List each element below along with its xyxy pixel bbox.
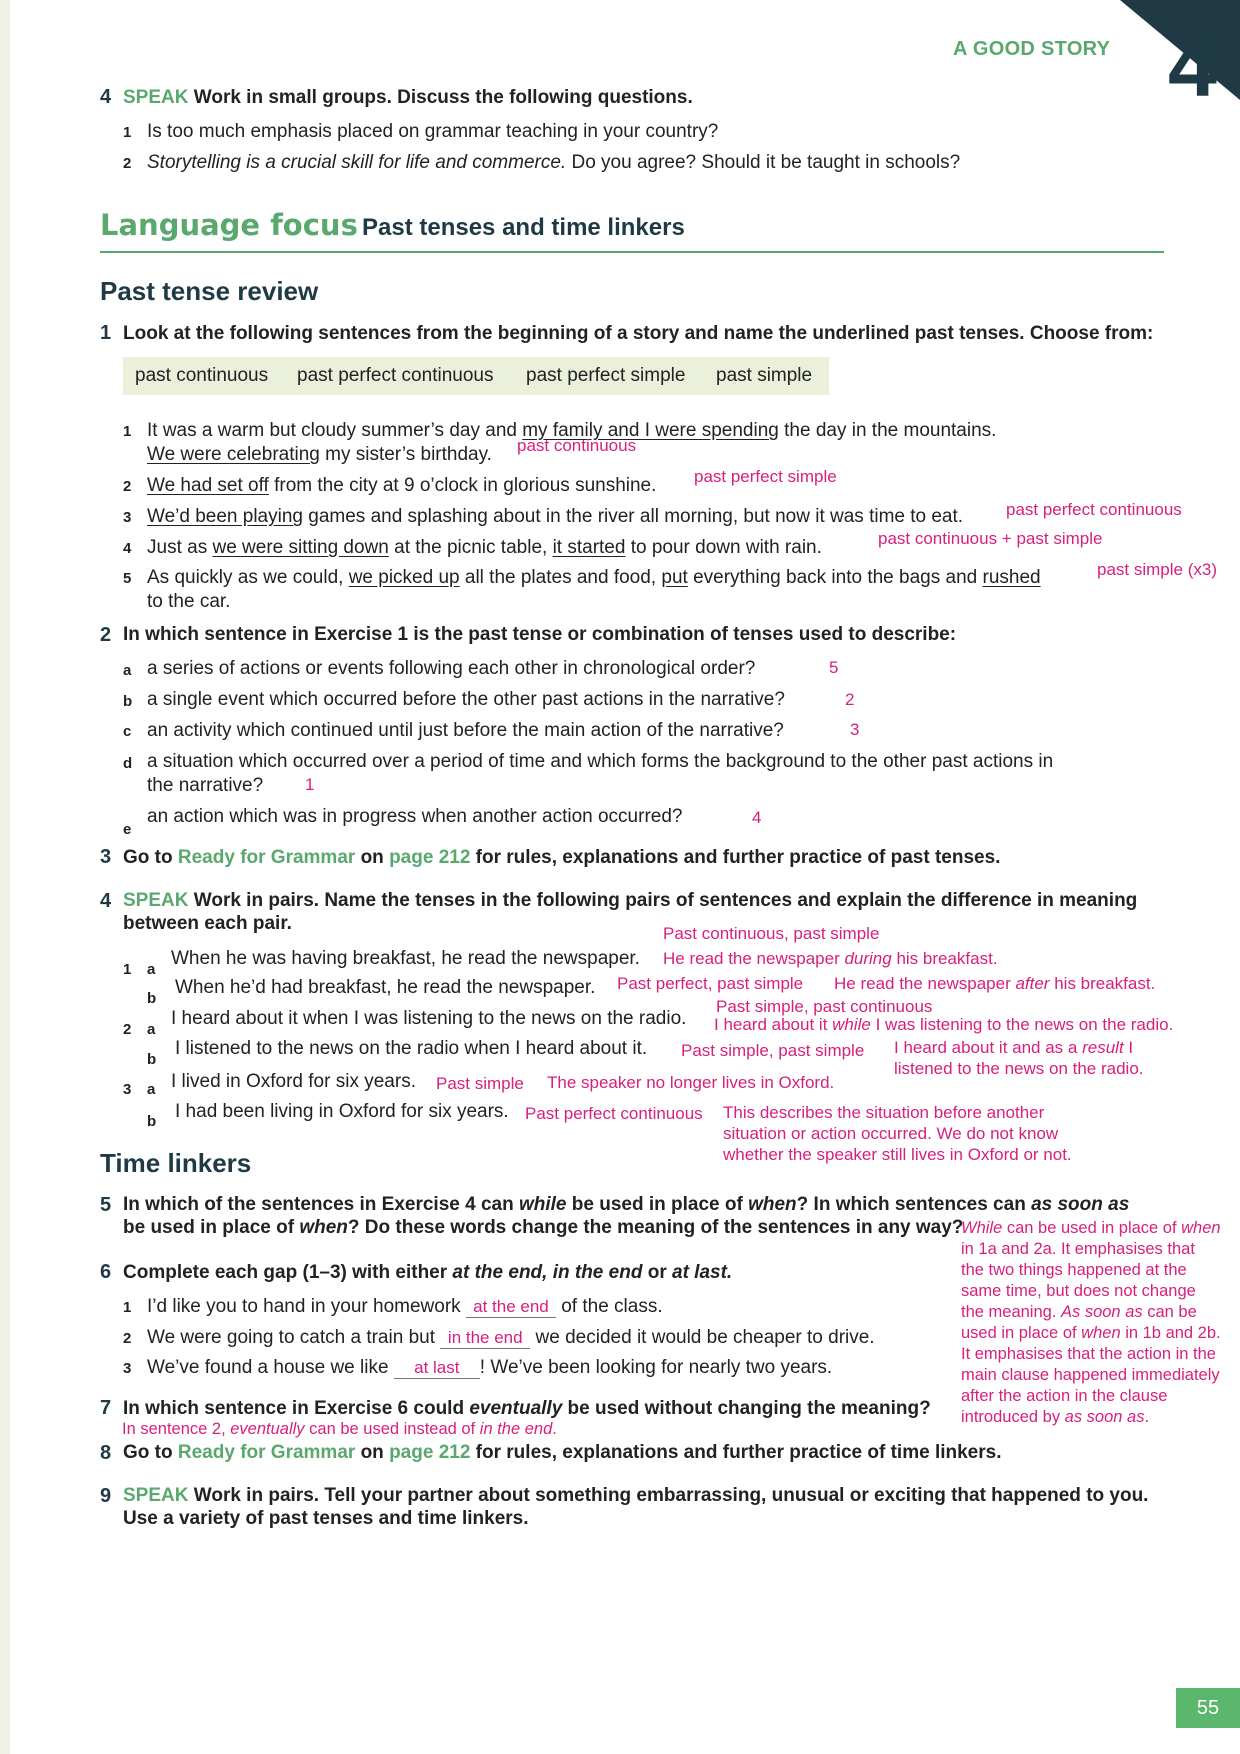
page-reference-link[interactable]: page 212 xyxy=(389,1442,471,1463)
unit-number: 4 xyxy=(1168,16,1217,100)
speak-label: SPEAK xyxy=(123,890,189,911)
handwritten-answer: While can be used in place of when in 1a and 2a. It emphasises that the two things happened at the same time, but does not change the meaning. As soon as can be used in place of when in 1b and 2b. It emphasises that the action in the main clause happened immediately after the action in the clause introduced by as soon as. xyxy=(961,1219,1221,1426)
grammar-reference-link[interactable]: Ready for Grammar xyxy=(177,1442,356,1463)
sentence-number: 2 xyxy=(123,478,132,495)
pair-number: 3 xyxy=(123,1081,132,1098)
item-letter: b xyxy=(147,990,157,1007)
word-option: past simple xyxy=(716,365,813,386)
handwritten-answer: past perfect simple xyxy=(694,467,837,486)
exercise-instruction: Use a variety of past tenses and time linkers. xyxy=(123,1508,529,1529)
speak-label: SPEAK xyxy=(123,1485,189,1506)
handwritten-answer: He read the newspaper after his breakfast. xyxy=(834,974,1156,993)
item-text: a single event which occurred before the other past actions in the narrative? xyxy=(147,689,785,710)
exercise-number: 9 xyxy=(100,1485,112,1507)
answer-gap[interactable]: in the end xyxy=(440,1328,530,1349)
exercise-instruction: between each pair. xyxy=(123,913,292,934)
section-rule xyxy=(100,251,1164,253)
handwritten-answer: 2 xyxy=(845,690,855,709)
sentence-text: It was a warm but cloudy summer’s day and my family and I were spending the day in the mountains. xyxy=(147,420,997,441)
item-letter: a xyxy=(147,961,156,978)
sentence-text: I’d like you to hand in your homework at the end of the class. xyxy=(147,1296,663,1317)
exercise-instruction: SPEAK Work in small groups. Discuss the following questions. xyxy=(123,87,693,108)
sentence-text: We were going to catch a train but in the end we decided it would be cheaper to drive. xyxy=(147,1327,875,1348)
pair-number: 1 xyxy=(123,961,132,978)
sentence-number: 4 xyxy=(123,540,132,557)
item-letter: b xyxy=(123,693,133,710)
exercise-number: 7 xyxy=(100,1397,112,1419)
pair-number: 2 xyxy=(123,1021,132,1038)
item-letter: a xyxy=(147,1081,156,1098)
answer-gap[interactable]: at the end xyxy=(466,1297,556,1318)
sentence-text: As quickly as we could, we picked up all the plates and food, put everything back into the bags and rushed xyxy=(147,567,1041,588)
handwritten-answer: past perfect continuous xyxy=(1006,500,1182,519)
exercise-number: 2 xyxy=(100,624,112,646)
sentence-text: We had set off from the city at 9 o’clock in glorious sunshine. xyxy=(147,475,657,496)
speak-label: SPEAK xyxy=(123,87,189,108)
exercise-instruction: In which sentence in Exercise 6 could eventually be used without changing the meaning? xyxy=(123,1398,931,1419)
sentence-number: 2 xyxy=(123,1330,132,1347)
handwritten-answer: This describes the situation before another xyxy=(723,1103,1045,1122)
exercise-instruction: Go to Ready for Grammar on page 212 for rules, explanations and further practice of time linkers. xyxy=(123,1442,1002,1463)
item-letter: a xyxy=(147,1021,156,1038)
sentence-number: 5 xyxy=(123,570,132,587)
item-letter: b xyxy=(147,1051,157,1068)
handwritten-answer: Past continuous, past simple xyxy=(663,924,880,943)
handwritten-answer: past continuous xyxy=(517,436,637,455)
item-letter: d xyxy=(123,755,133,772)
sentence-text: When he’d had breakfast, he read the newspaper. xyxy=(175,977,596,998)
exercise-instruction: Look at the following sentences from the beginning of a story and name the underlined past tenses. Choose from: xyxy=(123,323,1154,344)
item-letter: a xyxy=(123,662,132,679)
handwritten-answer: 3 xyxy=(850,720,860,739)
exercise-number: 6 xyxy=(100,1261,112,1283)
handwritten-answer: The speaker no longer lives in Oxford. xyxy=(547,1073,835,1092)
sentence-text: I lived in Oxford for six years. xyxy=(171,1071,416,1092)
question-number: 2 xyxy=(123,155,132,172)
chapter-title: A GOOD STORY xyxy=(953,38,1111,60)
sentence-text: When he was having breakfast, he read the newspaper. xyxy=(171,948,640,969)
sentence-text: We’d been playing games and splashing about in the river all morning, but now it was time to eat. xyxy=(147,506,964,527)
handwritten-answer: past continuous + past simple xyxy=(878,529,1103,548)
grammar-reference-link[interactable]: Ready for Grammar xyxy=(177,847,356,868)
item-text: an activity which continued until just before the main action of the narrative? xyxy=(147,720,784,741)
section-heading: Time linkers xyxy=(100,1148,252,1178)
handwritten-answer: Past perfect continuous xyxy=(525,1104,703,1123)
item-text: a series of actions or events following each other in chronological order? xyxy=(147,658,756,679)
exercise-number: 5 xyxy=(100,1194,112,1216)
exercise-number: 4 xyxy=(100,86,112,108)
handwritten-answer: situation or action occurred. We do not know xyxy=(723,1124,1059,1143)
handwritten-answer: whether the speaker still lives in Oxford or not. xyxy=(723,1145,1072,1164)
page-margin-strip xyxy=(0,0,10,1754)
item-letter: c xyxy=(123,723,132,740)
exercise-instruction: In which of the sentences in Exercise 4 can while be used in place of when? In which sentences can as soon as xyxy=(123,1194,1130,1215)
exercise-instruction: Go to Ready for Grammar on page 212 for rules, explanations and further practice of past tenses. xyxy=(123,847,1001,868)
word-option: past perfect continuous xyxy=(297,365,494,386)
sentence-number: 3 xyxy=(123,509,132,526)
exercise-instruction: be used in place of when? Do these words change the meaning of the sentences in any way? xyxy=(123,1217,964,1238)
word-option: past perfect simple xyxy=(526,365,686,386)
sentence-text: I had been living in Oxford for six years. xyxy=(175,1101,509,1122)
sentence-text: Just as we were sitting down at the picnic table, it started to pour down with rain. xyxy=(147,537,822,558)
handwritten-answer: 4 xyxy=(752,808,762,827)
handwritten-answer: listened to the news on the radio. xyxy=(894,1059,1144,1078)
exercise-number: 1 xyxy=(100,322,112,344)
exercise-number: 8 xyxy=(100,1442,112,1464)
handwritten-answer: He read the newspaper during his breakfast. xyxy=(663,949,998,968)
answer-gap[interactable]: at last xyxy=(394,1358,480,1379)
sentence-number: 1 xyxy=(123,423,132,440)
item-letter: b xyxy=(147,1113,157,1130)
handwritten-answer: past simple (x3) xyxy=(1097,560,1217,579)
handwritten-answer: Past simple xyxy=(436,1074,524,1093)
item-text: the narrative? xyxy=(147,775,264,796)
exercise-instruction: Complete each gap (1–3) with either at the end, in the end or at last. xyxy=(123,1262,733,1283)
page-number: 55 xyxy=(1176,1688,1240,1728)
sentence-text: We were celebrating my sister’s birthday. xyxy=(147,444,492,465)
sentence-text: We’ve found a house we like at last ! We’ve been looking for nearly two years. xyxy=(147,1357,833,1378)
sentence-number: 1 xyxy=(123,1299,132,1316)
question-text: Storytelling is a crucial skill for life and commerce. Do you agree? Should it be taught in schools? xyxy=(147,152,961,173)
word-box xyxy=(123,357,829,395)
question-text: Is too much emphasis placed on grammar teaching in your country? xyxy=(147,121,719,142)
exercise-instruction: SPEAK Work in pairs. Name the tenses in the following pairs of sentences and explain the difference in meaning xyxy=(123,890,1138,911)
exercise-number: 3 xyxy=(100,846,112,868)
handwritten-answer: 1 xyxy=(305,775,315,794)
item-text: a situation which occurred over a period of time and which forms the background to the other past actions in xyxy=(147,751,1054,772)
question-number: 1 xyxy=(123,124,132,141)
sentence-number: 3 xyxy=(123,1360,132,1377)
sentence-text: I listened to the news on the radio when I heard about it. xyxy=(175,1038,648,1059)
word-option: past continuous xyxy=(135,365,269,386)
handwritten-answer: In sentence 2, eventually can be used instead of in the end. xyxy=(122,1420,557,1438)
language-focus-title: Past tenses and time linkers xyxy=(362,214,685,241)
language-focus-label: Language focus xyxy=(100,208,358,242)
page-reference-link[interactable]: page 212 xyxy=(389,847,471,868)
handwritten-answer: Past simple, past simple xyxy=(681,1041,865,1060)
handwritten-answer: 5 xyxy=(829,658,839,677)
handwritten-answer: Past simple, past continuous xyxy=(716,997,933,1016)
section-heading: Past tense review xyxy=(100,276,319,306)
item-letter: e xyxy=(123,821,132,838)
exercise-number: 4 xyxy=(100,890,112,912)
item-text: an action which was in progress when another action occurred? xyxy=(147,806,683,827)
handwritten-answer: Past perfect, past simple xyxy=(617,974,804,993)
handwritten-answer: I heard about it and as a result I xyxy=(894,1038,1134,1057)
unit-corner-badge xyxy=(1120,0,1240,100)
exercise-instruction: SPEAK Work in pairs. Tell your partner about something embarrassing, unusual or exciting that happened to you. xyxy=(123,1485,1149,1506)
sentence-text: to the car. xyxy=(147,591,231,612)
handwritten-answer: I heard about it while I was listening to the news on the radio. xyxy=(714,1015,1174,1034)
exercise-instruction: In which sentence in Exercise 1 is the past tense or combination of tenses used to describe: xyxy=(123,624,957,645)
sentence-text: I heard about it when I was listening to the news on the radio. xyxy=(171,1008,687,1029)
